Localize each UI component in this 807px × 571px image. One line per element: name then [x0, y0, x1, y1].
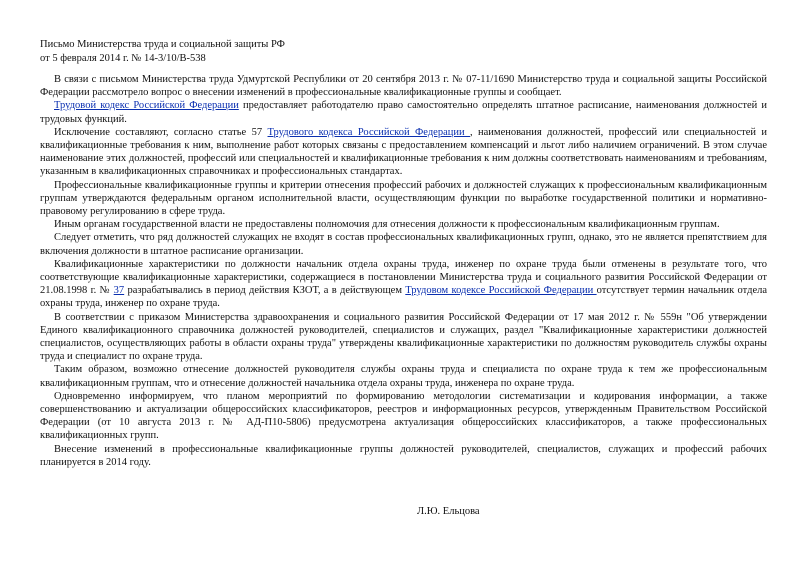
document-header — [40, 38, 540, 66]
paragraph-text: Следует отметить, что ряд должностей служащих не входят в состав профессиональных квалификационных групп, однако, это не является препятствием для включения должности в штатное расписание организации. — [40, 232, 767, 257]
paragraph-text: Квалификационные характеристики по должности начальник отдела охраны труда, инженер по охране труда были отменены в результате того, что соответствующие квалификационные характеристики, содержащиеся в постановлении Министерства труда и социального развития Российской Федерации от 21.08.1998 г. № — [40, 258, 767, 297]
header-line-2: от 5 февраля 2014 г. № 14-3/10/В-538 — [40, 53, 206, 64]
paragraph-text: Профессиональные квалификационные группы и критерии отнесения профессий рабочих и должностей служащих к профессиональным квалификационным группам утверждаются федеральным органом исполнительной власти, осуществляющим функции по выработке государственной политики и нормативно-правовому регулированию в сфере труда. — [40, 179, 767, 218]
paragraph-text: отсутствует термин начальник отдела охраны труда, инженер по охране труда. — [40, 285, 768, 310]
paragraph-2 — [40, 99, 767, 125]
paragraph-6 — [40, 231, 767, 257]
paragraph-text: Одновременно информируем, что планом мероприятий по формированию методологии систематизации и кодирования информации, а также совершенствованию и актуализации общероссийских классификаторов, реестров и информационных ресурсов, утвержденным Правительством Российской Федерации (от 10 августа 2013 г. № АД-П10-5806) предусмотрена актуализация общероссийских классификаторов, а также профессиональных квалификационных групп. — [40, 390, 767, 442]
paragraph-text: , наименования должностей, профессий или специальностей и квалификационные требования к ним, выполнение работ которых связаны с предоставлением компенсаций и льгот либо наличием ограничений. В этом случае наименование этих должностей, профессий или специальностей и квалификационные требования к ним должны соответствовать наименованиям и требованиям, указанным в квалификационных справочниках и профессиональных стандартах. — [40, 126, 767, 178]
resolution-37-link[interactable]: 37 — [113, 285, 125, 297]
paragraph-text: Исключение составляют, согласно статье 57 — [54, 126, 268, 138]
paragraph-8 — [40, 311, 767, 364]
paragraph-text: Иным органам государственной власти не предоставлены полномочия для отнесения должности к профессиональным квалификационным группам. — [54, 219, 720, 231]
paragraph-text: В связи с письмом Министерства труда Удмуртской Республики от 20 сентября 2013 г. № 07-11/1690 Министерство труда и социальной защиты Российской Федерации рассмотрело вопрос о внесении изменений в профессиональные квалификационные группы и сообщает. — [40, 74, 767, 99]
paragraph-3 — [40, 126, 767, 179]
paragraph-1 — [40, 73, 767, 99]
paragraph-9 — [40, 363, 767, 389]
paragraph-7 — [40, 258, 767, 311]
paragraph-5 — [40, 218, 767, 231]
paragraph-10 — [40, 390, 767, 443]
paragraph-text: Таким образом, возможно отнесение должностей руководителя службы охраны труда и специалиста по охране труда к тем же профессиональным квалификационным группам, что и отнесение должностей начальника отдела охраны труда, инженера по охране труда. — [40, 364, 767, 389]
document-body — [40, 73, 767, 469]
paragraph-4 — [40, 179, 767, 219]
signature: Л.Ю. Ельцова — [417, 506, 480, 517]
paragraph-11 — [40, 443, 767, 469]
paragraph-text: В соответствии с приказом Министерства здравоохранения и социального развития Российской Федерации от 17 мая 2012 г. № 559н "Об утверждении Единого квалификационного справочника должностей руководителей, специалистов и служащих, раздел "Квалификационные характеристики должностей специалистов, осуществляющих работы в области охраны труда" утверждены квалификационные характеристики по должностям руководитель службы охраны труда и специалист по охране труда. — [40, 311, 767, 363]
paragraph-text: предоставляет работодателю право самостоятельно определять штатное расписание, наименования должностей и трудовых функций. — [40, 100, 767, 125]
header-line-1: Письмо Министерства труда и социальной защиты РФ — [40, 39, 285, 50]
labor-code-link[interactable]: Трудового кодекса Российской Федерации — [267, 126, 470, 138]
labor-code-link[interactable]: Трудовом кодексе Российской Федерации — [405, 285, 597, 297]
paragraph-text: Внесение изменений в профессиональные квалификационные группы должностей руководителей, специалистов, служащих и профессий рабочих планируется в 2014 году. — [40, 443, 767, 468]
labor-code-link[interactable]: Трудовой кодекс Российской Федерации — [54, 100, 239, 112]
paragraph-text: разрабатывались в период действия КЗОТ, а в действующем — [124, 285, 406, 297]
